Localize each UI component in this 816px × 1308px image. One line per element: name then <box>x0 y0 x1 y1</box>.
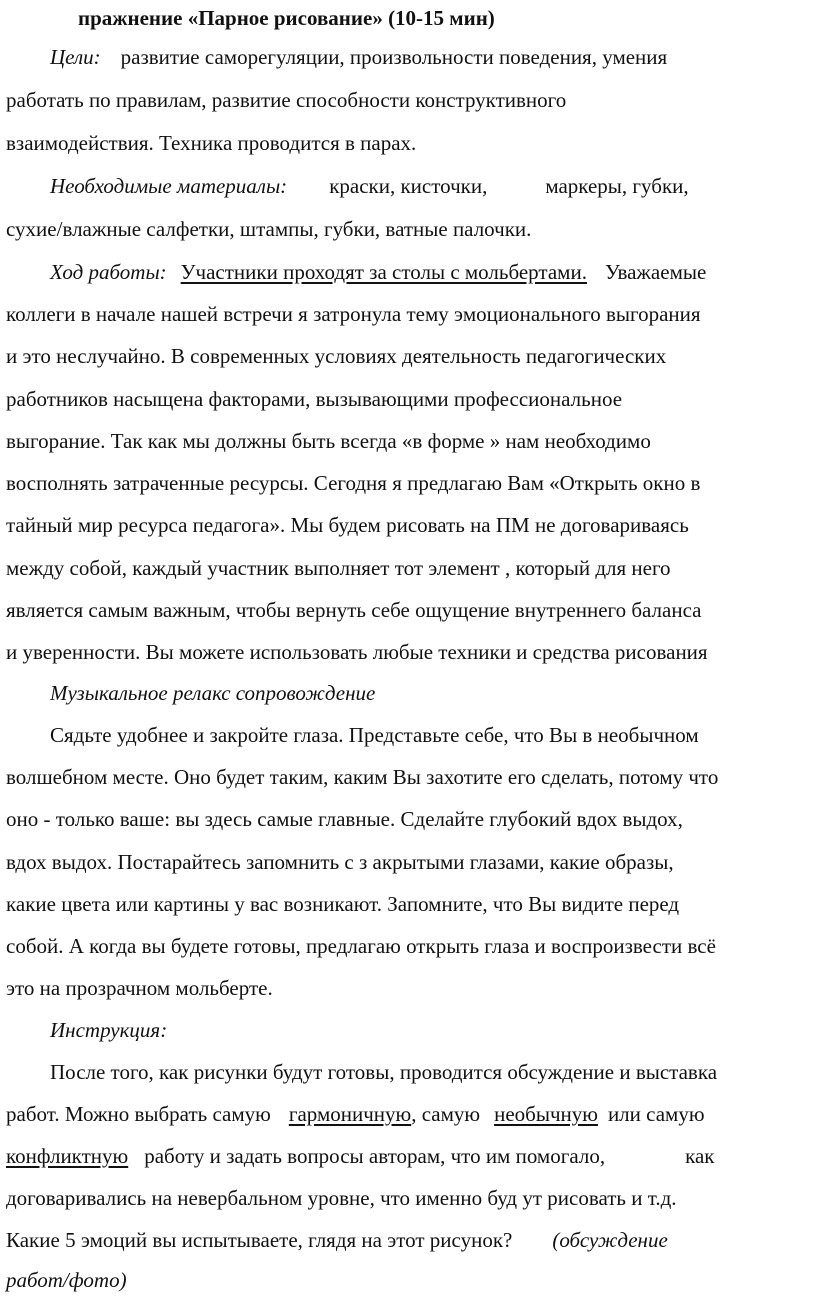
procedure-line: между собой, каждый участник выполняет тот элемент , который для него <box>6 556 671 580</box>
music-line: оно - только ваше: вы здесь самые главные. Сделайте глубокий вдох выдох, <box>6 807 683 831</box>
instruction-label: Инструкция: <box>50 1018 168 1042</box>
materials-line-2: сухие/влажные салфетки, штампы, губки, ватные палочки. <box>6 217 532 241</box>
music-line: вдох выдох. Постарайтесь запомнить с з акрытыми глазами, какие образы, <box>6 850 674 874</box>
instruction-note: (обсуждение <box>552 1228 668 1252</box>
procedure-line: восполнять затраченные ресурсы. Сегодня я предлагаю Вам «Открыть окно в <box>6 471 701 495</box>
procedure-line: работников насыщена факторами, вызывающими профессиональное <box>6 387 623 411</box>
instruction-text: как <box>685 1144 715 1168</box>
procedure-line: коллеги в начале нашей встречи я затронула тему эмоционального выгорания <box>6 302 701 326</box>
word-unusual: необычную <box>494 1102 598 1126</box>
procedure-line-1 <box>50 260 816 284</box>
procedure-line: и уверенности. Вы можете использовать любые техники и средства рисования <box>6 640 708 664</box>
procedure-line: выгорание. Так как мы должны быть всегда «в форме » нам необходимо <box>6 429 651 453</box>
materials-line-1 <box>50 174 816 198</box>
goals-text: развитие саморегуляции, произвольности поведения, умения <box>120 45 668 69</box>
instruction-text: или самую <box>607 1102 705 1126</box>
instruction-text: , самую <box>411 1102 481 1126</box>
procedure-line: и это неслучайно. В современных условиях деятельность педагогических <box>6 344 667 368</box>
instruction-text: работу и задать вопросы авторам, что им помогало, <box>144 1144 606 1168</box>
materials-label: Необходимые материалы: <box>50 174 288 198</box>
materials-text-b: маркеры, губки, <box>545 174 689 198</box>
instruction-line-3 <box>6 1144 816 1168</box>
page-title: пражнение «Парное рисование» (10-15 мин) <box>78 6 495 30</box>
goals-line-3: взаимодействия. Техника проводится в парах. <box>6 131 417 155</box>
procedure-underlined: Участники проходят за столы с мольбертами. <box>180 260 587 284</box>
instruction-line-5 <box>6 1228 816 1252</box>
goals-label: Цели: <box>50 45 101 69</box>
music-line: собой. А когда вы будете готовы, предлагаю открыть глаза и воспроизвести всё <box>6 934 716 958</box>
music-label: Музыкальное релакс сопровождение <box>50 681 376 705</box>
instruction-line-4: договаривались на невербальном уровне, что именно буд ут рисовать и т.д. <box>6 1186 677 1210</box>
instruction-line-2 <box>6 1102 816 1126</box>
music-line: волшебном месте. Оно будет таким, каким Вы захотите его сделать, потому что <box>6 765 719 789</box>
music-line: какие цвета или картины у вас возникают. Запомните, что Вы видите перед <box>6 892 680 916</box>
instruction-line: После того, как рисунки будут готовы, проводится обсуждение и выставка <box>50 1060 718 1084</box>
music-line: это на прозрачном мольберте. <box>6 976 273 1000</box>
procedure-line: является самым важным, чтобы вернуть себе ощущение внутреннего баланса <box>6 598 702 622</box>
instruction-text: работ. Можно выбрать самую <box>6 1102 271 1126</box>
music-line: Сядьте удобнее и закройте глаза. Представьте себе, что Вы в необычном <box>50 723 699 747</box>
procedure-label: Ход работы: <box>50 260 167 284</box>
word-harmonious: гармоничную <box>288 1102 412 1126</box>
goals-line-1 <box>50 45 816 69</box>
materials-text-a: краски, кисточки, <box>329 174 488 198</box>
goals-line-2: работать по правилам, развитие способности конструктивного <box>6 88 567 112</box>
instruction-line-6: работ/фото) <box>6 1268 127 1292</box>
instruction-text: Какие 5 эмоций вы испытываете, глядя на этот рисунок? <box>6 1228 513 1252</box>
procedure-line: тайный мир ресурса педагога». Мы будем рисовать на ПМ не договариваясь <box>6 513 689 537</box>
word-conflict: конфликтную <box>6 1144 129 1168</box>
procedure-line-1-rest: Уважаемые <box>604 260 707 284</box>
